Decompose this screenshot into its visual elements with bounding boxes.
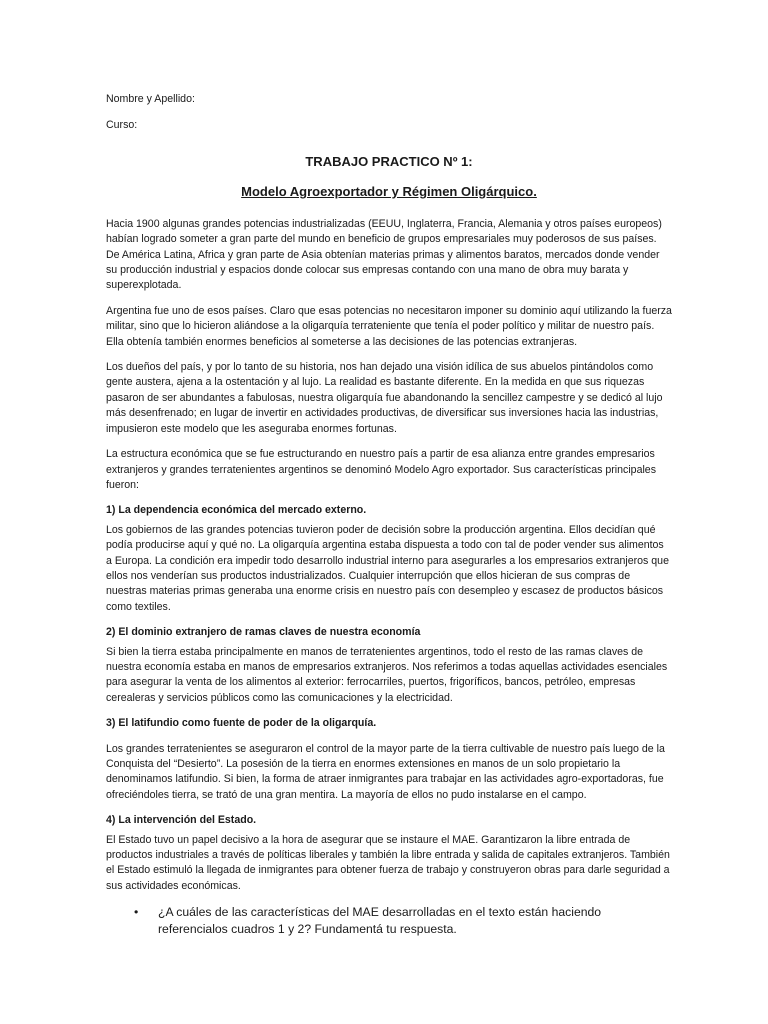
document-subtitle: Modelo Agroexportador y Régimen Oligárquico.	[241, 183, 537, 199]
section-body: El Estado tuvo un papel decisivo a la hora de asegurar que se instaure el MAE. Garantizaron la libre entrada de productos industriales a través de políticas liberales y también la libre entrada y salida de capitales extranjeros. También el Estado estimuló la llegada de inmigrantes para obtener fuerza de trabajo y construyeron obras para darle seguridad a sus actividades económicas.	[106, 833, 670, 892]
document-title: TRABAJO PRACTICO Nº 1:	[305, 153, 473, 169]
course-field-label: Curso:	[106, 119, 138, 132]
section-3	[106, 716, 672, 803]
section-1	[106, 503, 672, 615]
section-2	[106, 625, 672, 706]
section-heading: 1) La dependencia económica del mercado externo.	[106, 504, 367, 517]
intro-paragraph: La estructura económica que se fue estructurando en nuestro país a partir de esa alianza entre grandes empresarios extranjeros y grandes terratenientes argentinos se denominó Modelo Agro exportador. Sus características principales fueron:	[106, 448, 657, 491]
bullet-icon: •	[134, 905, 139, 920]
document-content	[106, 92, 672, 938]
name-field-label: Nombre y Apellido:	[106, 93, 195, 105]
intro-paragraph: Los dueños del país, y por lo tanto de su historia, nos han dejado una visión idílica de sus abuelos pintándolos como gente austera, ajena a la ostentación y al lujo. La realidad es bastante diferente. En la medida en que sus riquezas pasaron de ser abundantes a fabulosas, nuestra oligarquía fue abandonando la sencillez campestre y se dedicó al lujo más desenfrenado; en lugar de invertir en actividades productivas, de diversificar sus inversiones hacia las industrias, impusieron este modelo que les aseguraba enormes fortunas.	[106, 361, 663, 435]
intro-paragraph: Argentina fue uno de esos países. Claro que esas potencias no necesitaron imponer su dominio aquí utilizando la fuerza militar, sino que lo hicieron aliándose a la oligarquía terrateniente que tenía el poder político y militar de nuestro país. Ella obtenía también enormes beneficios al someterse a las decisiones de las potencias extranjeras.	[106, 304, 672, 348]
section-body: Los gobiernos de las grandes potencias tuvieron poder de decisión sobre la producción argentina. Ellos decidían qué podía producirse aquí y qué no. La oligarquía argentina estaba dispuesta a todo con tal de poder vender sus alimentos a Europa. La condición era impedir todo desarrollo industrial interno para asegurarles a los empresarios extranjeros que ellos nos venderían sus productos industrializados. Cualquier interrupción que ellos hicieran de sus compras de nuestras materias primas generaba una enorme crisis en nuestro país con desempleo y escasez de productos básicos como textiles.	[106, 523, 669, 613]
section-heading: 4) La intervención del Estado.	[106, 814, 257, 827]
question-text: ¿A cuáles de las características del MAE desarrolladas en el texto están haciendo referencialos cuadros 1 y 2? Fundamentá tu respuesta.	[158, 905, 602, 937]
section-body: Los grandes terratenientes se aseguraron el control de la mayor parte de la tierra cultivable de nuestro país luego de la Conquista del “Desierto”. La posesión de la tierra en enormes extensiones en manos de un solo propietario la denominamos latifundio. Si bien, la forma de atraer inmigrantes para trabajar en las actividades agro-exportadoras, fue ofreciéndoles tierra, se trató de una gran mentira. La mayoría de ellos no pudo instalarse en el campo.	[106, 742, 665, 801]
section-4	[106, 813, 672, 894]
section-heading: 3) El latifundio como fuente de poder de la oligarquía.	[106, 717, 377, 730]
question-item	[106, 904, 672, 938]
intro-paragraph: Hacia 1900 algunas grandes potencias industrializadas (EEUU, Inglaterra, Francia, Alemania y otros países europeos) habían logrado someter a gran parte del mundo en beneficio de grupos empresariales muy poderosos de sus países. De América Latina, Africa y gran parte de Asia obtenían materias primas y alimentos baratos, mercados donde vender su producción industrial y espacios donde colocar sus empresas contando con una mano de obra muy barata y superexplotada.	[106, 217, 662, 292]
section-body: Si bien la tierra estaba principalmente en manos de terratenientes argentinos, todo el resto de las ramas claves de nuestra economía estaba en manos de empresarios extranjeros. Nos referimos a todas aquellas actividades esenciales para asegurar la venta de los alimentos al exterior: ferrocarriles, puertos, frigoríficos, bancos, petróleo, empresas cerealeras y servicios públicos como las comunicaciones y la electricidad.	[106, 645, 668, 704]
section-heading: 2) El dominio extranjero de ramas claves de nuestra economía	[106, 626, 421, 639]
